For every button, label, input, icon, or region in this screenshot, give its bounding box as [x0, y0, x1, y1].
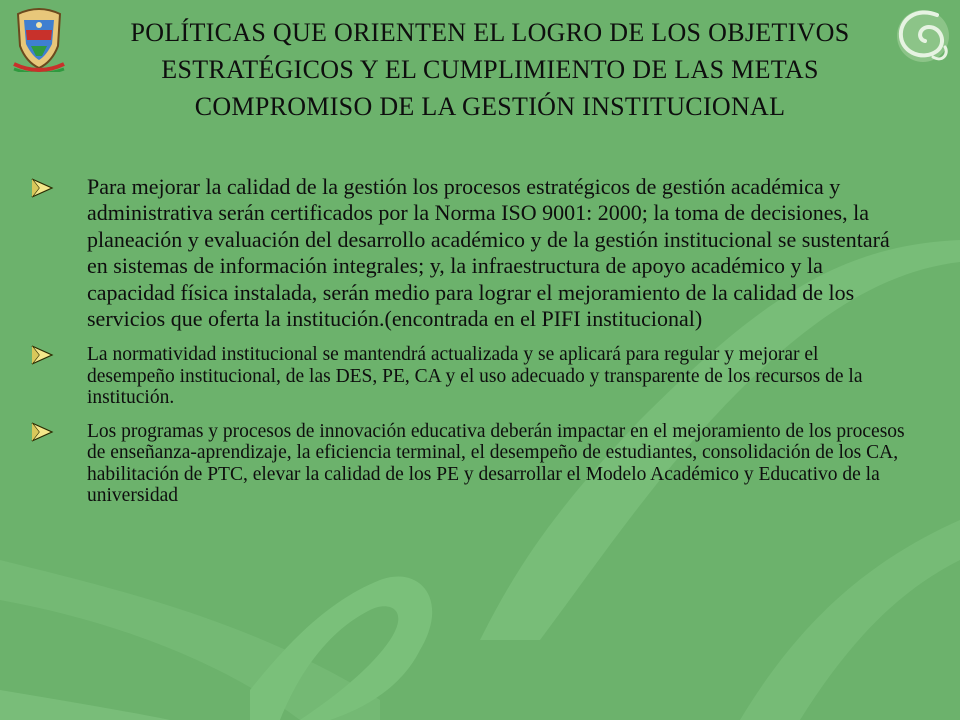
- arrowhead-bullet-icon: [30, 177, 54, 199]
- slide-title: [60, 14, 920, 125]
- bullet-item: [30, 344, 910, 409]
- bullet-list: [30, 174, 910, 519]
- university-crest-icon: [12, 6, 66, 72]
- title-line-3: COMPROMISO DE LA GESTIÓN INSTITUCIONAL: [194, 92, 786, 121]
- arrowhead-bullet-icon: [30, 344, 54, 366]
- arrowhead-bullet-icon: [30, 421, 54, 443]
- bullet-text: La normatividad institucional se mantendrá actualizada y se aplicará para regular y mejorar el desempeño institucional, de las DES, PE, CA y el uso adecuado y transparente de los recursos de la institución.: [87, 344, 863, 409]
- bullet-text: Para mejorar la calidad de la gestión los procesos estratégicos de gestión académica y administrativa serán certificados por la Norma ISO 9001: 2000; la toma de decisiones, la planeación y evaluación del desarrollo académico y de la gestión institucional se sustentará en sistemas de información integrales; y, la infraestructura de apoyo académico y la capacidad física instalada, serán medio para lograr el mejoramiento de la calidad de los servicios que oferta la institución.(encontrada en el PIFI institucional): [87, 174, 890, 332]
- bullet-item: [30, 421, 910, 507]
- bullet-text: Los programas y procesos de innovación educativa deberán impactar en el mejoramiento de los procesos de enseñanza-aprendizaje, la eficiencia terminal, el desempeño de estudiantes, consolidación de los CA, habilitación de PTC, elevar la calidad de los PE y desarrollar el Modelo Académico y Educativo de la universidad: [87, 420, 905, 507]
- bullet-item: [30, 174, 910, 332]
- title-line-1: POLÍTICAS QUE ORIENTEN EL LOGRO DE LOS OBJETIVOS: [130, 18, 850, 47]
- title-line-2: ESTRATÉGICOS Y EL CUMPLIMIENTO DE LAS METAS: [161, 55, 819, 84]
